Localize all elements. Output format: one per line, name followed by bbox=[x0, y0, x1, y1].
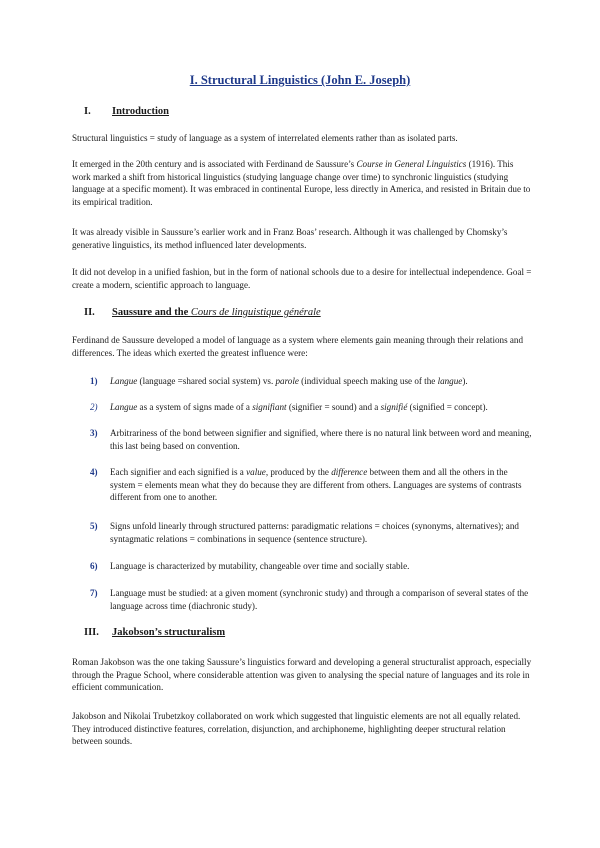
paragraph: It did not develop in a unified fashion, but in the form of national schools due to a desire for intellectual independence. Goal = create a modern, scientific approach to language. bbox=[72, 267, 532, 290]
section-number: III. bbox=[84, 627, 99, 638]
paragraph: Structural linguistics = study of language as a system of interrelated elements rather than as isolated parts. bbox=[72, 133, 458, 143]
list-item: 4) Each signifier and each signified is a value, produced by the difference between them and all the others in the system = elements mean what they do because they are different from others. Languages are systems of contrasts different from one to another. bbox=[90, 467, 522, 503]
paragraph: It emerged in the 20th century and is associated with Ferdinand de Saussure’s Course in General Linguistics (1916). This work marked a shift from historical linguistics (studying language change over time) to synchronic linguistics (studying language at a specific moment). It was embraced in continental Europe, less directly in America, and resisted in Britain due to its empirical tradition. bbox=[72, 159, 531, 207]
paragraph: Roman Jakobson was the one taking Saussure’s linguistics forward and developing a general structuralist approach, especially through the Prague School, where considerable attention was given to analysing the special nature of languages and its role in efficient communication. bbox=[72, 657, 532, 693]
section-heading-introduction bbox=[84, 106, 169, 117]
section-title: Jakobson’s structuralism bbox=[112, 627, 226, 638]
list-marker: 7) bbox=[90, 588, 98, 598]
list-item: 3) Arbitrariness of the bond between signifier and signified, where there is no natural link between word and meaning, this last being based on convention. bbox=[90, 428, 532, 451]
document-title: I. Structural Linguistics (John E. Joseph) bbox=[189, 73, 411, 87]
section-title: Introduction bbox=[112, 106, 169, 117]
paragraph: Jakobson and Nikolai Trubetzkoy collaborated on work which suggested that linguistic elements are not all equally related. They introduced distinctive features, correlation, disjunction, and archiphoneme, highlighting deeper structural relation between sounds. bbox=[72, 711, 521, 747]
list-item: 6) Language is characterized by mutability, changeable over time and socially stable. bbox=[90, 561, 410, 571]
list-item: 7) Language must be studied: at a given moment (synchronic study) and through a comparison of several states of the language across time (diachronic study). bbox=[90, 588, 529, 611]
section-number: II. bbox=[84, 307, 95, 318]
list-marker: 6) bbox=[90, 561, 98, 571]
list-marker: 3) bbox=[90, 428, 98, 438]
list-item: 5) Signs unfold linearly through structured patterns: paradigmatic relations = choices (synonyms, alternatives); and syntagmatic relations = combinations in sequence (sentence structure). bbox=[90, 521, 519, 544]
section-heading-saussure bbox=[84, 307, 321, 318]
paragraph: It was already visible in Saussure’s earlier work and in Franz Boas’ research. Although it was challenged by Chomsky’s generative linguistics, its method influenced later developments. bbox=[72, 227, 508, 250]
list-item: 2) Langue as a system of signs made of a signifiant (signifier = sound) and a signifié (signified = concept). bbox=[90, 402, 488, 412]
section-title: Saussure and the Cours de linguistique générale bbox=[112, 307, 321, 318]
section-number: I. bbox=[84, 106, 91, 117]
list-marker: 1) bbox=[90, 376, 98, 386]
list-item: 1) Langue (language =shared social system) vs. parole (individual speech making use of the langue). bbox=[90, 376, 468, 386]
list-marker: 4) bbox=[90, 467, 98, 477]
section-heading-jakobson bbox=[84, 627, 225, 638]
list-marker: 2) bbox=[90, 402, 98, 412]
list-marker: 5) bbox=[90, 521, 98, 531]
paragraph: Ferdinand de Saussure developed a model of language as a system where elements gain meaning through their relations and differences. The ideas which exerted the greatest influence were: bbox=[72, 335, 524, 358]
